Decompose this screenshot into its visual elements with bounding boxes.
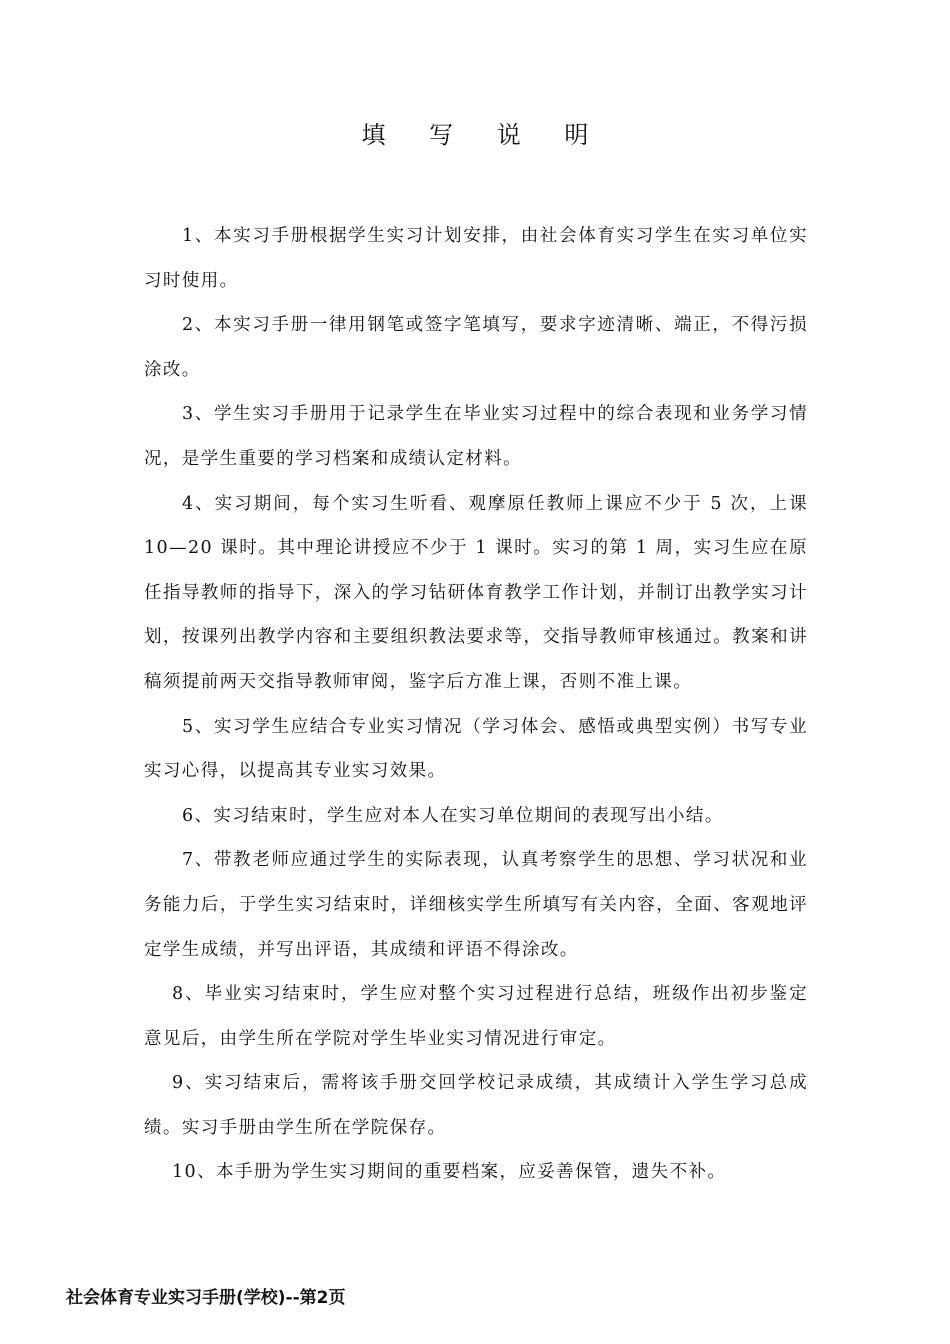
- instruction-item-10: 10、本手册为学生实习期间的重要档案，应妥善保管，遗失不补。: [172, 1162, 727, 1183]
- page-title: 填 写 说 明: [361, 121, 607, 149]
- instruction-item-9: 9、实习结束后，需将该手册交回学校记录成绩，其成绩计入学生学习总成绩。实习手册由学生所在学院保存。: [144, 1073, 808, 1138]
- instruction-item-4: 4、实习期间，每个实习生听看、观摩原任教师上课应不少于 5 次，上课 10—20 课时。其中理论讲授应不少于 1 课时。实习的第 1 周，实习生应在原任指导教师的指导下，深入的学习钻研体育教学工作计划，并制订出教学实习计划，按课列出教学内容和主要组织教法要求等，交指导教师审核通过。教案和讲稿须提前两天交指导教师审阅，鉴字后方准上课，否则不准上课。: [144, 493, 808, 692]
- instruction-item-2: 2、本实习手册一律用钢笔或签字笔填写，要求字迹清晰、端正，不得污损涂改。: [144, 315, 808, 380]
- instruction-item-5: 5、实习学生应结合专业实习情况（学习体会、感悟或典型实例）书写专业实习心得，以提高其专业实习效果。: [144, 716, 808, 782]
- instruction-item-3: 3、学生实习手册用于记录学生在毕业实习过程中的综合表现和业务学习情况，是学生重要的学习档案和成绩认定材料。: [144, 404, 808, 469]
- instruction-item-8: 8、毕业实习结束时，学生应对整个实习过程进行总结，班级作出初步鉴定意见后，由学生所在学院对学生毕业实习情况进行审定。: [144, 984, 808, 1049]
- instructions-body: [144, 214, 808, 1195]
- instruction-item-6: 6、实习结束时，学生应对本人在实习单位期间的表现写出小结。: [182, 805, 724, 826]
- page-footer: 社会体育专业实习手册(学校)--第2页: [66, 1288, 346, 1308]
- instruction-item-1: 1、本实习手册根据学生实习计划安排，由社会体育实习学生在实习单位实习时使用。: [144, 226, 808, 291]
- instruction-item-7: 7、带教老师应通过学生的实际表现，认真考察学生的思想、学习状况和业务能力后，于学生实习结束时，详细核实学生所填写有关内容，全面、客观地评定学生成绩，并写出评语，其成绩和评语不得涂改。: [144, 850, 808, 960]
